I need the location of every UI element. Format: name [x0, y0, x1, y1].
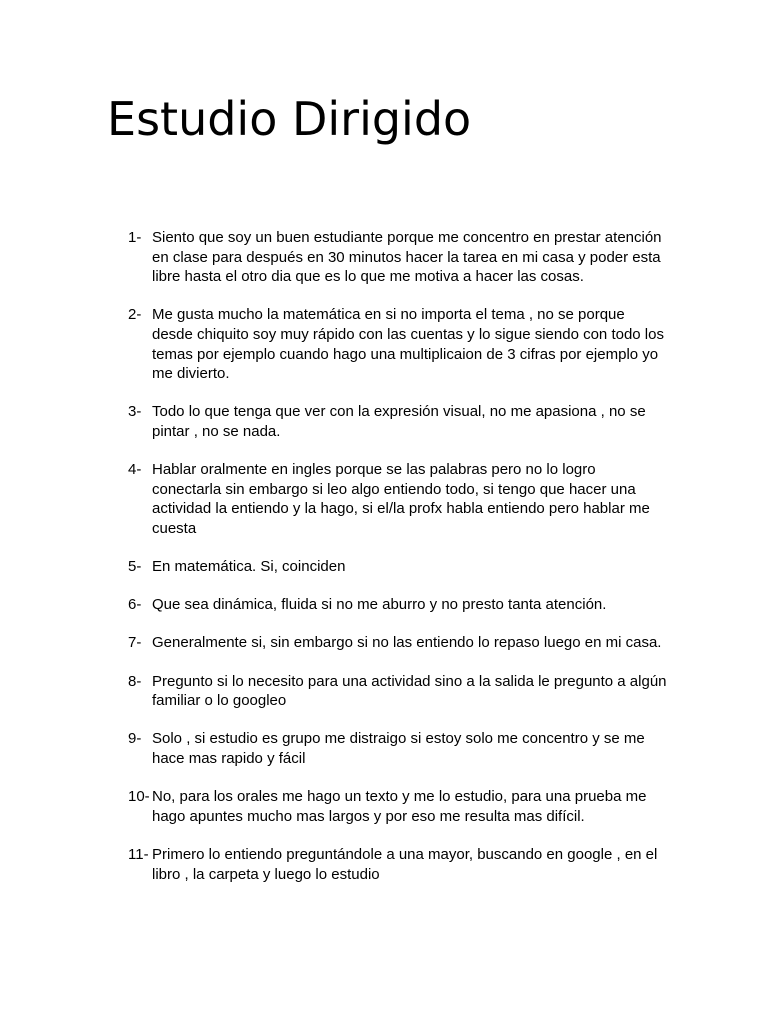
item-text: No, para los orales me hago un texto y me lo estudio, para una prueba me hago apuntes mucho mas largos y por eso me resulta mas difícil. — [152, 788, 647, 825]
list-item-11 — [128, 845, 668, 884]
item-text: Todo lo que tenga que ver con la expresión visual, no me apasiona , no se pintar , no se nada. — [152, 403, 646, 440]
list-item-7 — [128, 633, 668, 653]
item-text: Primero lo entiendo preguntándole a una mayor, buscando en google , en el libro , la carpeta y luego lo estudio — [152, 846, 658, 883]
list-item-5 — [128, 557, 668, 577]
list-item-4 — [128, 460, 668, 538]
item-number: 11- — [128, 846, 149, 863]
item-number: 3- — [128, 403, 142, 421]
list-item-2 — [128, 305, 668, 383]
item-text: Me gusta mucho la matemática en si no importa el tema , no se porque desde chiquito soy muy rápido con las cuentas y lo sigue siendo con todo los temas por ejemplo cuando hago una multiplicaion de 3 cifras por ejemplo yo me divierto. — [152, 306, 664, 383]
item-number: 1- — [128, 229, 142, 246]
answer-list — [128, 228, 668, 903]
item-text: Solo , si estudio es grupo me distraigo si estoy solo me concentro y se me hace mas rapido y fácil — [152, 730, 645, 768]
item-number: 8- — [128, 672, 142, 690]
list-item-8 — [128, 672, 668, 711]
list-item-3 — [128, 402, 668, 441]
item-text: Hablar oralmente en ingles porque se las palabras pero no lo logro conectarla sin embargo si leo algo entiendo todo, si tengo que hacer una actividad la entiendo y la hago, si el/la profx habla entiendo pero hablar me cuesta — [152, 461, 650, 537]
item-text: Generalmente si, sin embargo si no las entiendo lo repaso luego en mi casa. — [152, 634, 662, 652]
item-text: Que sea dinámica, fluida si no me aburro y no presto tanta atención. — [152, 596, 607, 614]
item-text: Pregunto si lo necesito para una actividad sino a la salida le pregunto a algún familiar o lo googleo — [152, 672, 667, 710]
item-number: 9- — [128, 730, 142, 748]
list-item-10 — [128, 787, 668, 826]
item-number: 6- — [128, 596, 142, 614]
list-item-6 — [128, 595, 668, 615]
item-number: 4- — [128, 461, 142, 479]
list-item-9 — [128, 729, 668, 768]
page-title: Estudio Dirigido — [107, 92, 472, 146]
item-number: 10- — [128, 788, 150, 806]
list-item-1 — [128, 228, 668, 287]
item-text: Siento que soy un buen estudiante porque me concentro en prestar atención en clase para después en 30 minutos hacer la tarea en mi casa y poder esta libre hasta el otro dia que es lo que me motiva a hacer las cosas. — [152, 229, 662, 286]
item-text: En matemática. Si, coinciden — [152, 558, 346, 576]
item-number: 2- — [128, 306, 142, 324]
item-number: 7- — [128, 634, 142, 652]
item-number: 5- — [128, 558, 142, 576]
